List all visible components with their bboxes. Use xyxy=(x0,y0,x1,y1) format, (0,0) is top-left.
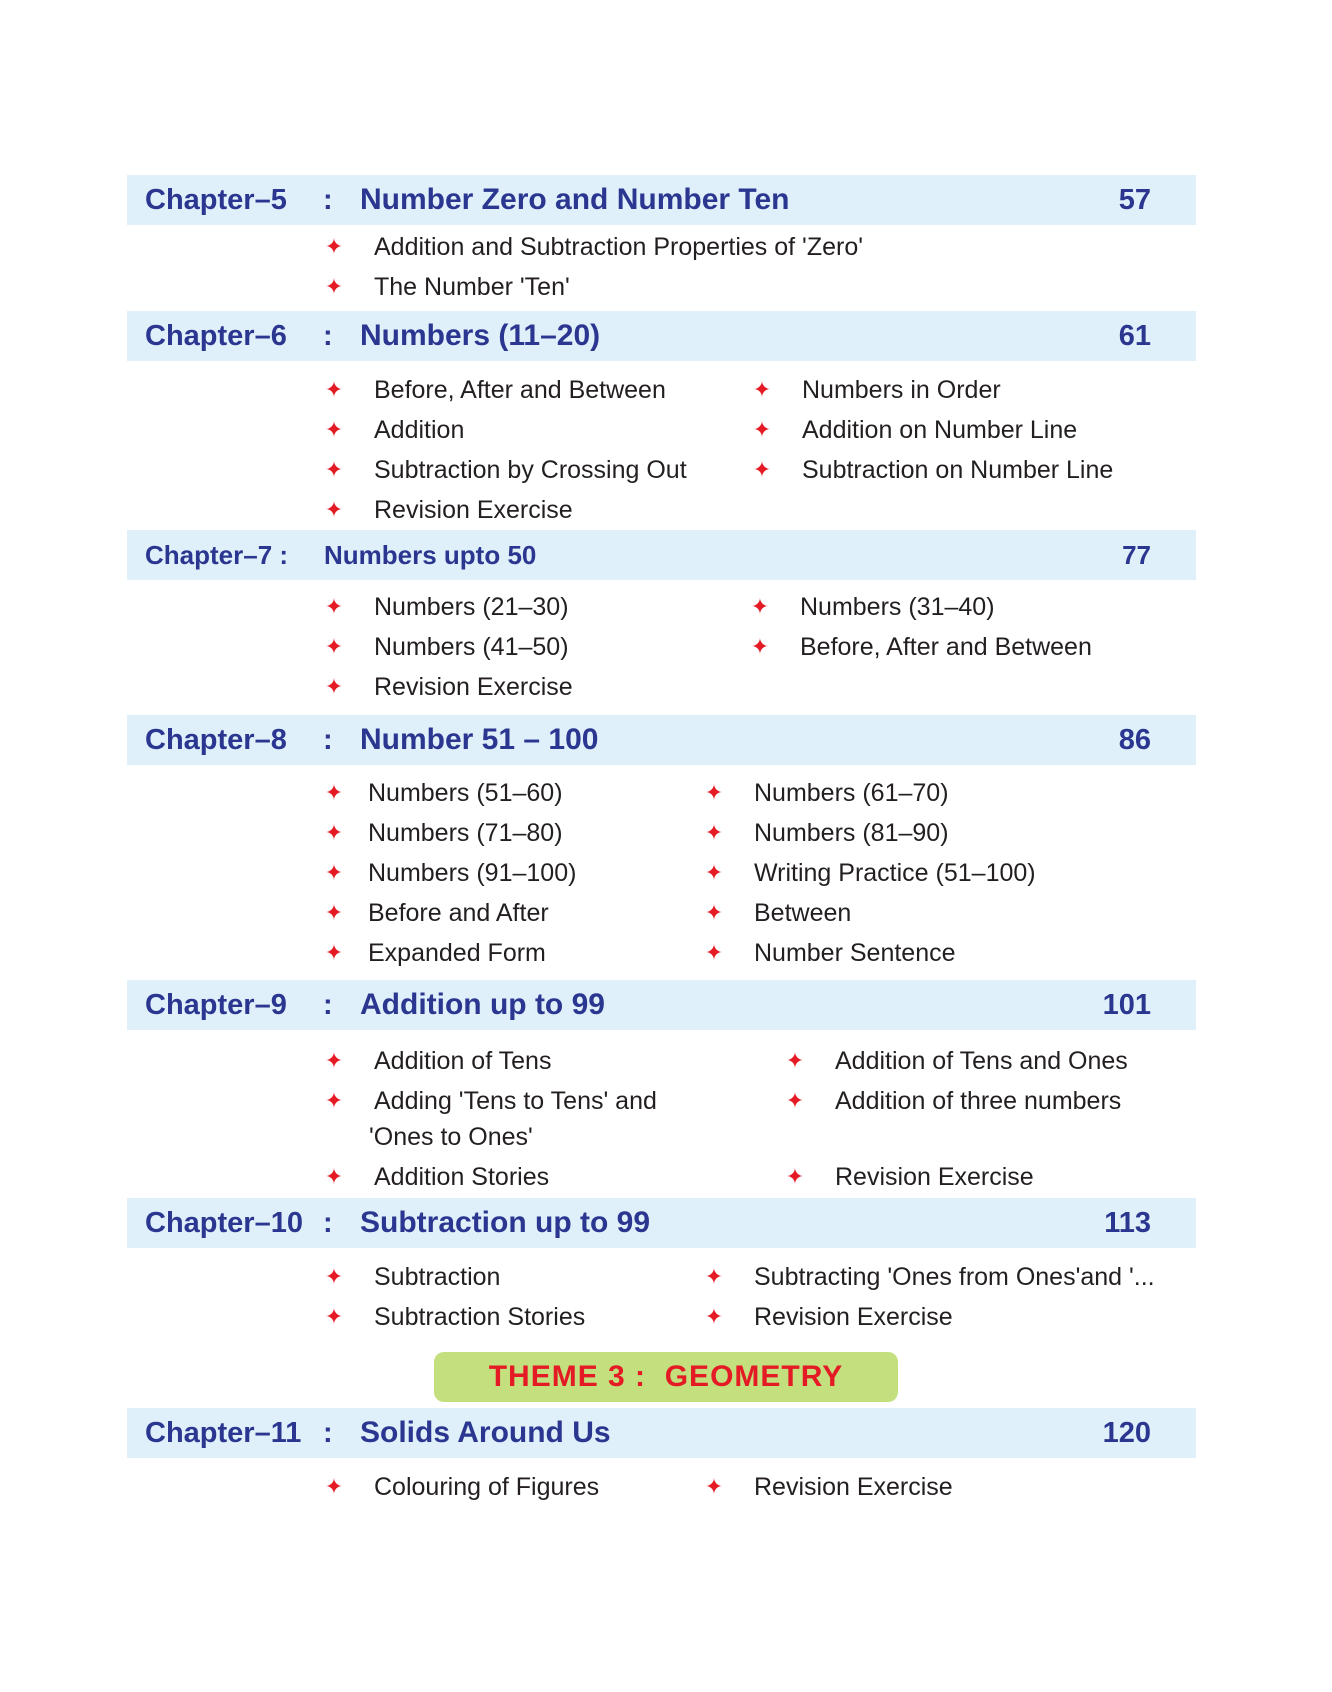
chapter-page-number: 101 xyxy=(1102,989,1151,1021)
bullet-star-icon: ✦ xyxy=(704,1474,724,1499)
topic-item: Subtraction Stories xyxy=(374,1303,586,1331)
topic-item: Number Sentence xyxy=(754,939,956,967)
bullet-star-icon: ✦ xyxy=(704,1304,724,1329)
topic-item: Expanded Form xyxy=(368,939,546,967)
bullet-star-icon: ✦ xyxy=(324,234,344,259)
bullet-star-icon: ✦ xyxy=(750,634,770,659)
topic-item: Numbers (91–100) xyxy=(368,859,577,887)
bullet-star-icon: ✦ xyxy=(752,457,772,482)
bullet-star-icon: ✦ xyxy=(324,780,344,805)
chapter-page-number: 77 xyxy=(1122,540,1151,570)
bullet-star-icon: ✦ xyxy=(324,457,344,482)
bullet-star-icon: ✦ xyxy=(324,1048,344,1073)
topic-item: Between xyxy=(754,899,852,927)
chapter-page-number: 61 xyxy=(1118,320,1151,352)
chapter-page-number: 57 xyxy=(1118,184,1151,216)
topic-item: Revision Exercise xyxy=(835,1163,1034,1191)
theme-title: THEME 3 : GEOMETRY xyxy=(488,1360,844,1393)
topic-item: Subtraction xyxy=(374,1263,501,1291)
topic-item: Adding 'Tens to Tens' and xyxy=(374,1087,657,1115)
topic-item: Addition of Tens xyxy=(374,1047,552,1075)
bullet-star-icon: ✦ xyxy=(324,377,344,402)
topic-item: Numbers (51–60) xyxy=(368,779,563,807)
topic-item: Subtraction by Crossing Out xyxy=(374,456,687,484)
topic-item: Numbers (61–70) xyxy=(754,779,949,807)
topic-item: Subtracting 'Ones from Ones'and '... xyxy=(754,1263,1155,1291)
bullet-star-icon: ✦ xyxy=(704,860,724,885)
bullet-star-icon: ✦ xyxy=(324,1264,344,1289)
topic-item: Before and After xyxy=(368,899,549,927)
chapter-title: Numbers upto 50 xyxy=(324,540,537,570)
chapter-colon: : xyxy=(323,320,333,352)
bullet-star-icon: ✦ xyxy=(324,900,344,925)
chapter-title: Number 51 – 100 xyxy=(360,723,599,756)
topic-item: Numbers (71–80) xyxy=(368,819,563,847)
topic-item: Revision Exercise xyxy=(374,673,573,701)
bullet-star-icon: ✦ xyxy=(324,1304,344,1329)
topic-item: Colouring of Figures xyxy=(374,1473,600,1501)
topic-item: Writing Practice (51–100) xyxy=(754,859,1036,887)
bullet-star-icon: ✦ xyxy=(324,1474,344,1499)
chapter-label: Chapter–10 xyxy=(145,1207,303,1239)
bullet-star-icon: ✦ xyxy=(704,940,724,965)
bullet-star-icon: ✦ xyxy=(324,274,344,299)
bullet-star-icon: ✦ xyxy=(324,417,344,442)
bullet-star-icon: ✦ xyxy=(750,594,770,619)
bullet-star-icon: ✦ xyxy=(785,1048,805,1073)
chapter-label: Chapter–9 xyxy=(145,989,287,1021)
chapter-title: Subtraction up to 99 xyxy=(360,1206,651,1239)
topic-item: Numbers (81–90) xyxy=(754,819,949,847)
chapter-5-header[interactable] xyxy=(127,175,1196,225)
bullet-star-icon: ✦ xyxy=(324,634,344,659)
bullet-star-icon: ✦ xyxy=(704,820,724,845)
topic-item: Revision Exercise xyxy=(754,1473,953,1501)
topic-item-continuation: 'Ones to Ones' xyxy=(369,1123,533,1151)
chapter-10-header[interactable] xyxy=(127,1198,1196,1248)
bullet-star-icon: ✦ xyxy=(785,1164,805,1189)
topic-item: Addition xyxy=(374,416,465,444)
chapter-label: Chapter–6 xyxy=(145,320,287,352)
bullet-star-icon: ✦ xyxy=(324,940,344,965)
chapter-label: Chapter–11 xyxy=(145,1417,302,1449)
topic-item: Addition of three numbers xyxy=(835,1087,1122,1115)
topic-item: Revision Exercise xyxy=(374,496,573,524)
bullet-star-icon: ✦ xyxy=(324,497,344,522)
bullet-star-icon: ✦ xyxy=(704,1264,724,1289)
chapter-title: Solids Around Us xyxy=(360,1416,611,1449)
chapter-title: Addition up to 99 xyxy=(360,988,605,1021)
topic-item: Numbers (21–30) xyxy=(374,593,569,621)
bullet-star-icon: ✦ xyxy=(785,1088,805,1113)
chapter-9-header[interactable] xyxy=(127,980,1196,1030)
topic-item: Before, After and Between xyxy=(800,633,1092,661)
topic-item: Addition on Number Line xyxy=(802,416,1078,444)
topic-item: Numbers (41–50) xyxy=(374,633,569,661)
theme-banner xyxy=(434,1352,898,1402)
topic-item: Revision Exercise xyxy=(754,1303,953,1331)
chapter-7-header[interactable] xyxy=(127,530,1196,580)
topic-item: Addition of Tens and Ones xyxy=(835,1047,1128,1075)
chapter-colon: : xyxy=(323,724,333,756)
topic-item: Before, After and Between xyxy=(374,376,666,404)
bullet-star-icon: ✦ xyxy=(324,674,344,699)
chapter-title: Number Zero and Number Ten xyxy=(360,183,790,216)
chapter-page-number: 120 xyxy=(1102,1417,1151,1449)
chapter-page-number: 86 xyxy=(1118,724,1151,756)
chapter-8-header[interactable] xyxy=(127,715,1196,765)
chapter-label: Chapter–5 xyxy=(145,184,287,216)
chapter-colon: : xyxy=(323,1417,333,1449)
topic-item: Addition Stories xyxy=(374,1163,550,1191)
chapter-title: Numbers (11–20) xyxy=(360,319,601,352)
chapter-colon: : xyxy=(323,184,333,216)
topic-item: The Number 'Ten' xyxy=(374,273,570,301)
chapter-colon: : xyxy=(323,1207,333,1239)
bullet-star-icon: ✦ xyxy=(324,860,344,885)
bullet-star-icon: ✦ xyxy=(704,780,724,805)
chapter-page-number: 113 xyxy=(1104,1207,1151,1239)
chapter-11-header[interactable] xyxy=(127,1408,1196,1458)
bullet-star-icon: ✦ xyxy=(752,417,772,442)
chapter-label: Chapter–8 xyxy=(145,724,287,756)
chapter-label: Chapter–7 : xyxy=(145,540,289,570)
topic-item: Addition and Subtraction Properties of 'Zero' xyxy=(374,233,863,261)
bullet-star-icon: ✦ xyxy=(324,1164,344,1189)
bullet-star-icon: ✦ xyxy=(324,594,344,619)
topic-item: Subtraction on Number Line xyxy=(802,456,1114,484)
chapter-6-header[interactable] xyxy=(127,311,1196,361)
chapter-colon: : xyxy=(323,989,333,1021)
topic-item: Numbers in Order xyxy=(802,376,1001,404)
bullet-star-icon: ✦ xyxy=(752,377,772,402)
bullet-star-icon: ✦ xyxy=(324,820,344,845)
bullet-star-icon: ✦ xyxy=(704,900,724,925)
bullet-star-icon: ✦ xyxy=(324,1088,344,1113)
topic-item: Numbers (31–40) xyxy=(800,593,995,621)
